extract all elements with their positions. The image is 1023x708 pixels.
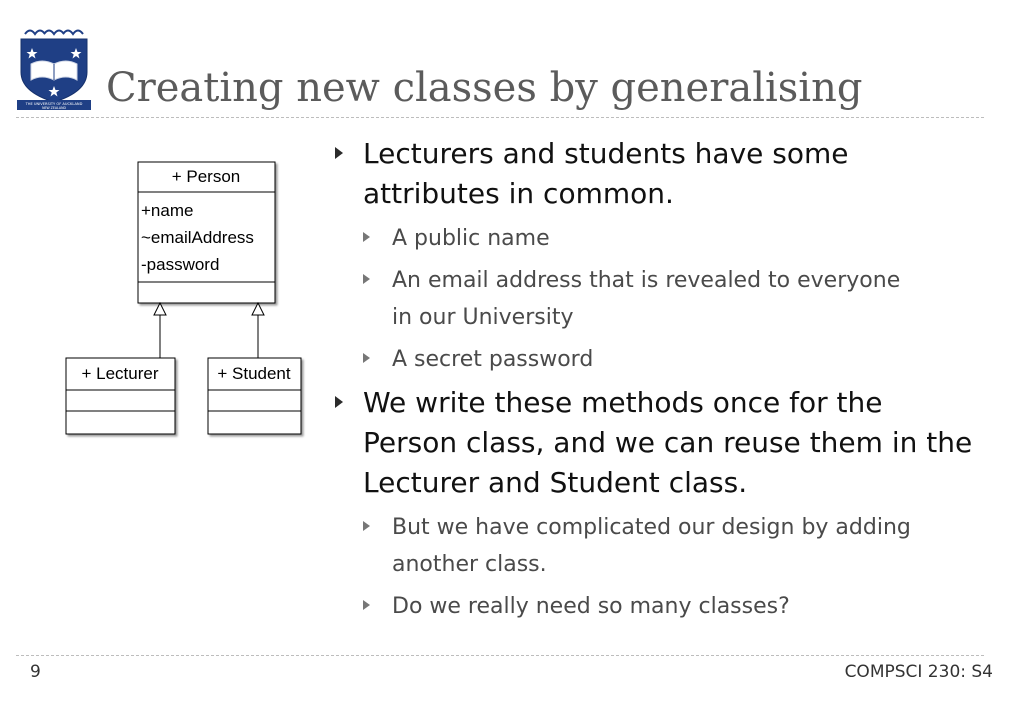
bullet-arrow-icon [335,396,343,408]
course-label: COMPSCI 230: S4 [844,662,993,682]
bullet-arrow-icon [335,147,343,159]
bullet-2-line-2: Person class, and we can reuse them in the [363,426,973,459]
lecturer-class-name: + Lecturer [81,364,159,383]
sub-bullet-1-3 [330,341,990,378]
sub-bullet-arrow-icon [363,232,370,242]
page-number: 9 [30,662,41,682]
sub-bullet-2-2 [330,588,990,625]
sub-bullet-1-3-text: A secret password [392,347,594,372]
uml-class-person [138,162,275,303]
inheritance-arrow-lecturer [154,303,166,358]
sub-bullet-2-2-text: Do we really need so many classes? [392,594,790,619]
sub-bullet-2-1-line-1: But we have complicated our design by adding [392,515,911,540]
sub-bullet-1-2-line-1: An email address that is revealed to everyone [392,268,901,293]
sub-bullet-2-1-line-2: another class. [392,552,547,577]
uml-class-diagram [60,155,310,445]
person-attribute-name: +name [141,201,194,220]
sub-bullet-1-2-line-2: in our University [392,305,574,330]
sub-bullet-1-2 [330,262,990,336]
bullet-1-line-2: attributes in common. [363,177,674,210]
bullet-1 [330,134,990,214]
student-class-name: + Student [217,364,291,383]
person-attribute-password: -password [141,255,220,274]
university-logo [17,24,91,110]
bullet-2 [330,383,990,503]
sub-bullet-1-1-text: A public name [392,226,550,251]
university-crest-icon [17,24,91,110]
uml-class-lecturer [66,358,175,434]
footer-divider [16,655,984,656]
sub-bullet-arrow-icon [363,521,370,531]
slide-title: Creating new classes by generalising [106,65,863,111]
person-class-name: + Person [171,167,241,186]
person-attribute-email: ~emailAddress [141,228,254,247]
uml-class-student [208,358,301,434]
logo-text-line-1: THE UNIVERSITY OF AUCKLAND [25,102,83,106]
sub-bullet-arrow-icon [363,274,370,284]
bullet-2-line-3: Lecturer and Student class. [363,466,748,499]
bullet-2-line-1: We write these methods once for the [363,386,883,419]
bullet-1-line-1: Lecturers and students have some [363,137,849,170]
sub-bullet-1-1 [330,220,990,257]
bullet-list [330,134,990,630]
sub-bullet-2-1 [330,509,990,583]
title-divider [16,117,984,118]
inheritance-arrow-student [252,303,264,358]
sub-bullet-arrow-icon [363,600,370,610]
logo-text-line-2: NEW ZEALAND [42,106,66,110]
sub-bullet-arrow-icon [363,353,370,363]
